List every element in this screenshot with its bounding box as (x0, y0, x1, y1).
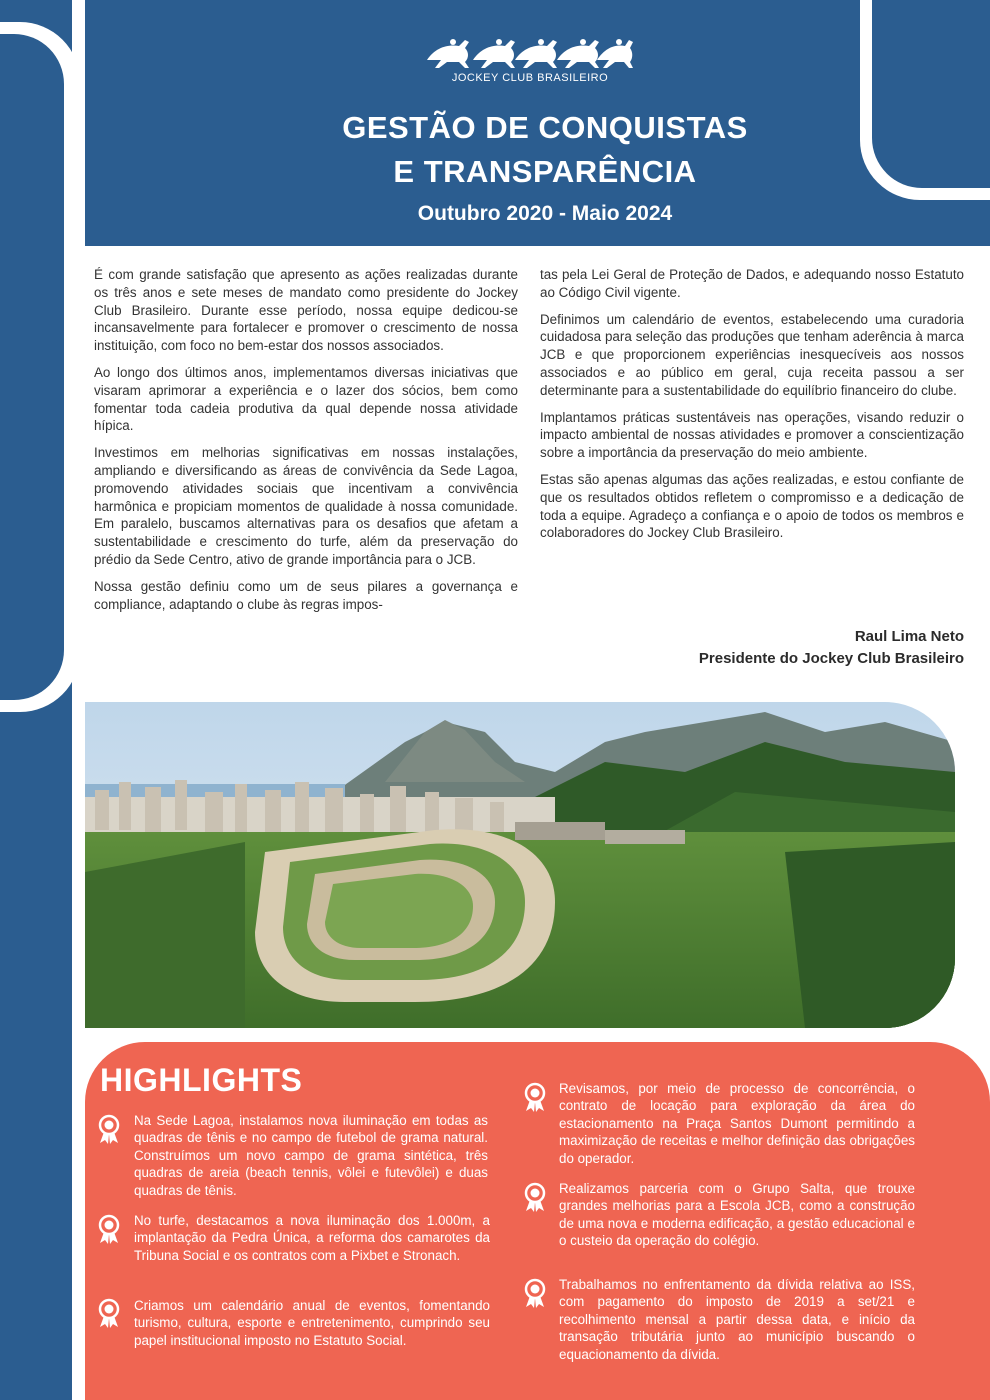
award-ribbon-icon (522, 1082, 548, 1112)
title-line-2: E TRANSPARÊNCIA (393, 154, 697, 189)
paragraph: Definimos um calendário de eventos, estabelecendo uma curadoria cuidadosa para seleção das produções que tenham aderência à marca JCB e que proporcionem experiências inesquecíveis aos nossos associados e ao público em geral, cuja receita passou a ser determinante para a sustentabilidade do equilíbrio financeiro do clube. (540, 311, 964, 398)
paragraph: Implantamos práticas sustentáveis nas operações, visando reduzir o impacto ambiental de nossas atividades e promover a conscientização sobre a importância da preservação do meio ambiente. (540, 409, 964, 461)
letter-column-left (94, 266, 518, 622)
paragraph: Ao longo dos últimos anos, implementamos diversas iniciativas que visaram aprimorar a experiência e o lazer dos sócios, bem como fomentar toda cadeia produtiva da qual depende nossa atividade hípica. (94, 364, 518, 434)
signature-block (560, 626, 964, 670)
paragraph: Estas são apenas algumas das ações realizadas, e estou confiante de que os resultados obtidos refletem o compromisso e a dedicação de toda a equipe. Agradeço a confiança e o apoio de todos os membros e colaboradores do Jockey Club Brasileiro. (540, 471, 964, 541)
racecourse-photo (85, 702, 955, 1028)
paragraph: É com grande satisfação que apresento as ações realizadas durante os três anos e sete meses de mandato como presidente do Jockey Club Brasileiro. Durante esse período, nossa equipe dedicou-se incansavelmente para fortalecer e promover o crescimento de nossa instituição, com foco no bem-estar dos nossos associados. (94, 267, 518, 354)
signature-name: Raul Lima Neto (854, 628, 964, 645)
award-ribbon-icon (96, 1214, 122, 1244)
page-subtitle: Outubro 2020 - Maio 2024 (417, 202, 673, 225)
jcb-logo (420, 34, 640, 84)
award-ribbon-icon (96, 1114, 122, 1144)
paragraph: tas pela Lei Geral de Proteção de Dados, e adequando nosso Estatuto ao Código Civil vigente. (540, 267, 964, 300)
page-title (200, 106, 890, 194)
paragraph: Investimos em melhorias significativas em nossas instalações, ampliando e diversificando as áreas de convivência da Sede Lagoa, promovendo atividades sociais que incentivam a convivência harmônica e propiciam momentos de qualidade à nossa comunidade. Em paralelo, buscamos alternativas para os desafios que afetam a sustentabilidade e crescimento do turfe, além da preservação do prédio da Sede Centro, ativo de grande importância para o JCB. (94, 445, 518, 567)
left-decor-panel (0, 34, 64, 700)
racing-horses-icon (425, 34, 635, 70)
highlight-item: No turfe, destacamos a nova iluminação dos 1.000m, a implantação da Pedra Única, a reforma dos camarotes da Tribuna Social e os contratos com a Pixbet e Stronach. (134, 1213, 490, 1263)
highlight-item: Revisamos, por meio de processo de concorrência, o contrato de locação para exploração da área do estacionamento na Praça Santos Dumont permitindo a maximização de receitas e melhor definição das obrigações do operador. (559, 1081, 915, 1166)
title-line-1: GESTÃO DE CONQUISTAS (342, 110, 748, 145)
signature-role: Presidente do Jockey Club Brasileiro (698, 650, 964, 667)
highlight-item: Realizamos parceria com o Grupo Salta, que trouxe grandes melhorias para a Escola JCB, como a construção de uma nova e moderna edificação, a gestão educacional e o custeio da operação do colégio. (559, 1181, 915, 1249)
highlight-item: Criamos um calendário anual de eventos, fomentando turismo, cultura, esporte e entretenimento, cumprindo seu papel institucional imposto no Estatuto Social. (134, 1298, 490, 1348)
highlight-item: Na Sede Lagoa, instalamos nova iluminação em todas as quadras de tênis e no campo de futebol de grama natural. Construímos um novo campo de grama sintética, três quadras de areia (beach tennis, vôlei e futevôlei) e duas quadras de tênis. (134, 1113, 488, 1198)
award-ribbon-icon (522, 1182, 548, 1212)
logo-text: JOCKEY CLUB BRASILEIRO (451, 72, 609, 84)
paragraph: Nossa gestão definiu como um de seus pilares a governança e compliance, adaptando o clube às regras impos- (94, 578, 518, 612)
award-ribbon-icon (96, 1298, 122, 1328)
award-ribbon-icon (522, 1278, 548, 1308)
highlight-item: Trabalhamos no enfrentamento da dívida relativa ao ISS, com pagamento do imposto de 2019 a set/21 e recolhimento mensal a partir dessa data, e início da transação tributária junto ao município buscando o equacionamento da dívida. (559, 1277, 915, 1362)
letter-column-right (540, 266, 964, 551)
highlights-title: HIGHLIGHTS (100, 1062, 303, 1098)
